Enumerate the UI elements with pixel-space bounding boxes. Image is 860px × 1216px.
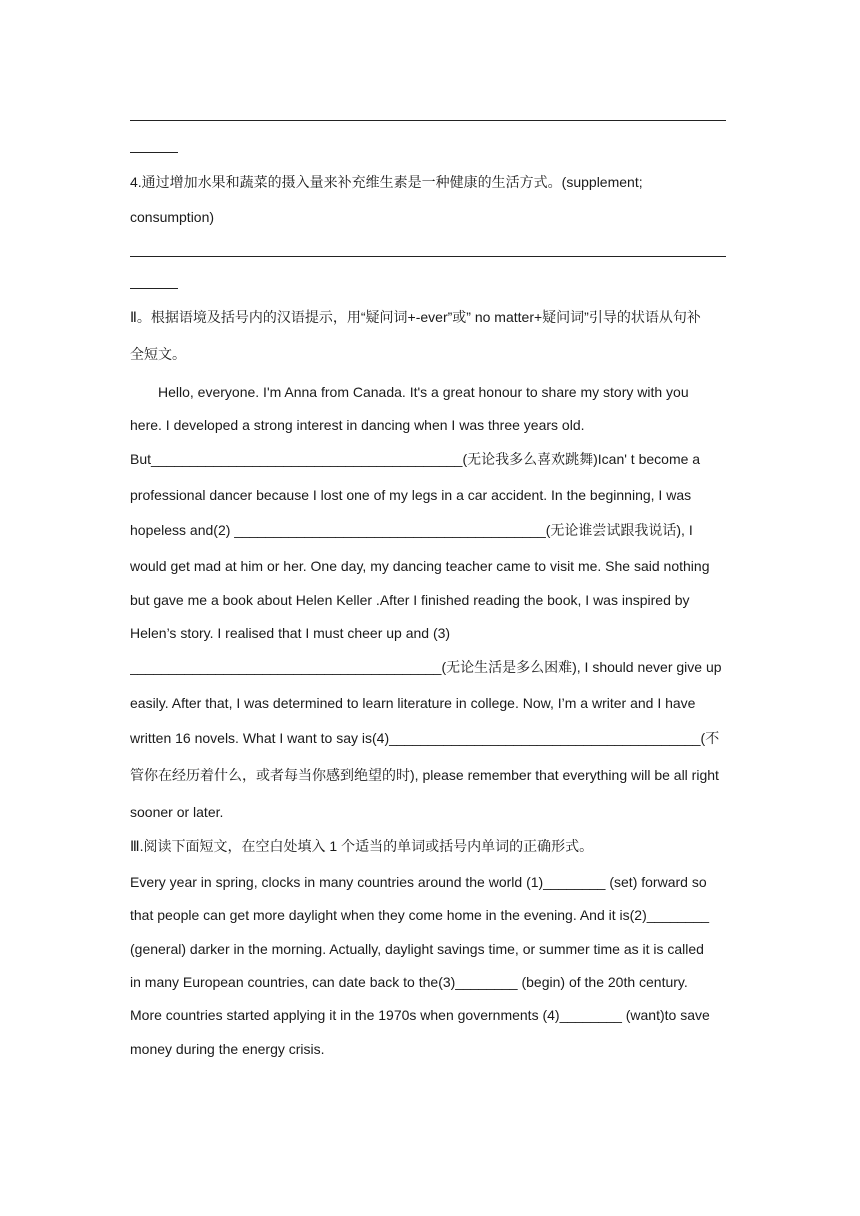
answer-line-end	[130, 288, 178, 289]
question-4-line-2: consumption)	[130, 209, 215, 225]
answer-line-end	[130, 152, 178, 153]
passage-line: sooner or later.	[130, 804, 224, 820]
passage-line: professional dancer because I lost one of my legs in a car accident. In the beginning, I was	[130, 487, 692, 503]
answer-line	[130, 120, 726, 121]
passage-line: in many European countries, can date back to the(3)________ (begin) of the 20th century.	[130, 974, 688, 990]
passage-line: money during the energy crisis.	[130, 1041, 325, 1057]
passage-line: 管你在经历着什么，或者每当你感到绝望的时), please remember that everything will be all right	[130, 767, 719, 783]
passage-line: but gave me a book about Helen Keller .After I finished reading the book, I was inspired by	[130, 592, 690, 608]
part-2-heading-line-1: Ⅱ。根据语境及括号内的汉语提示，用“疑问词+-ever”或” no matter+疑问词”引导的状语从句补	[130, 309, 701, 325]
passage-line: Helen’s story. I realised that I must cheer up and (3)	[130, 625, 451, 641]
passage-line: would get mad at him or her. One day, my dancing teacher came to visit me. She said nothing	[130, 558, 710, 574]
passage-line: written 16 novels. What I want to say is(4)________________________________________(不	[130, 730, 720, 746]
passage-line: ________________________________________(无论生活是多么困难), I should never give up	[130, 659, 722, 675]
passage-line: easily. After that, I was determined to learn literature in college. Now, I’m a writer and I have	[130, 695, 696, 711]
passage-line: here. I developed a strong interest in dancing when I was three years old.	[130, 417, 585, 433]
passage-line: More countries started applying it in the 1970s when governments (4)________ (want)to save	[130, 1007, 710, 1023]
answer-line	[130, 256, 726, 257]
part-2-heading-line-2: 全短文。	[130, 346, 186, 362]
passage-line: (general) darker in the morning. Actually, daylight savings time, or summer time as it is called	[130, 941, 704, 957]
part-3-heading: Ⅲ.阅读下面短文，在空白处填入 1 个适当的单词或括号内单词的正确形式。	[130, 838, 594, 854]
passage-line: that people can get more daylight when they come home in the evening. And it is(2)________	[130, 907, 710, 923]
passage-line: Every year in spring, clocks in many countries around the world (1)________ (set) forward so	[130, 874, 707, 890]
passage-line: Hello, everyone. I'm Anna from Canada. It's a great honour to share my story with you	[158, 384, 689, 400]
passage-line: hopeless and(2) ________________________________________(无论谁尝试跟我说话), I	[130, 522, 693, 538]
passage-line: But________________________________________(无论我多么喜欢跳舞)Ican' t become a	[130, 451, 701, 467]
question-4-line-1: 4.通过增加水果和蔬菜的摄入量来补充维生素是一种健康的生活方式。(supplement;	[130, 174, 643, 190]
